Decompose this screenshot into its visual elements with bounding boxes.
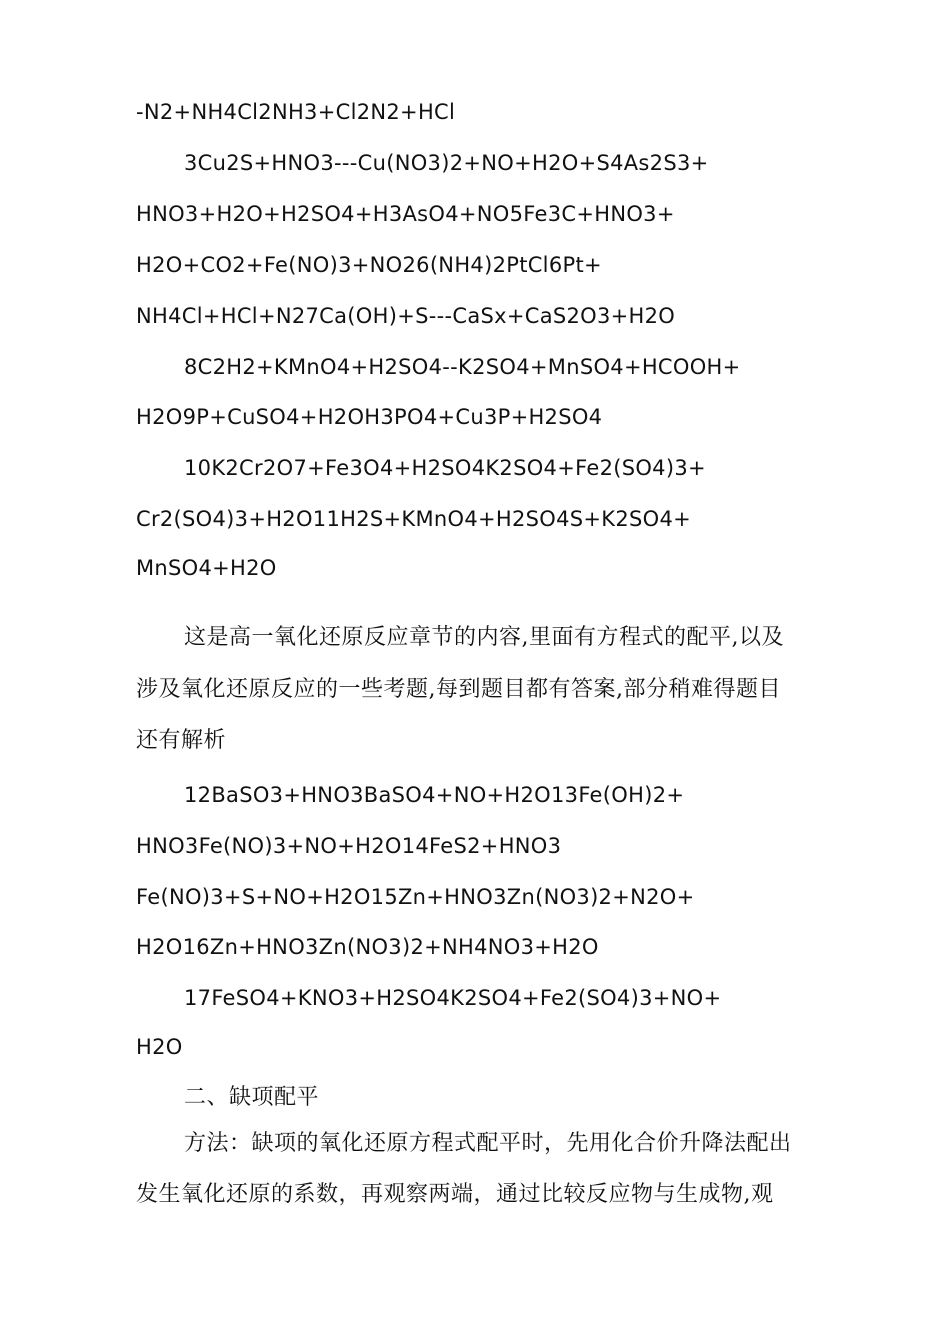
equation-line: Fe(NO)3+S+NO+H2O15Zn+HNO3Zn(NO3)2+N2O+ [136,885,695,909]
equation-line: H2O16Zn+HNO3Zn(NO3)2+NH4NO3+H2O [136,935,599,959]
equation-line: Cr2(SO4)3+H2O11H2S+KMnO4+H2SO4S+K2SO4+ [136,507,692,531]
equation-line: 8C2H2+KMnO4+H2SO4--K2SO4+MnSO4+HCOOH+ [184,355,741,379]
equation-line: 10K2Cr2O7+Fe3O4+H2SO4K2SO4+Fe2(SO4)3+ [184,456,706,480]
equation-line: NH4Cl+HCl+N27Ca(OH)+S---CaSx+CaS2O3+H2O [136,304,676,328]
paragraph-line: 涉及氧化还原反应的一些考题,每到题目都有答案,部分稍难得题目 [136,677,781,702]
equation-line: H2O+CO2+Fe(NO)3+NO26(NH4)2PtCl6Pt+ [136,253,602,277]
paragraph-line: 这是高一氧化还原反应章节的内容,里面有方程式的配平,以及 [184,625,784,650]
equation-line: 17FeSO4+KNO3+H2SO4K2SO4+Fe2(SO4)3+NO+ [184,986,722,1010]
equation-line: MnSO4+H2O [136,556,277,580]
equation-line: -N2+NH4Cl2NH3+Cl2N2+HCl [136,100,456,124]
equation-line: H2O [136,1035,183,1059]
equation-line: 3Cu2S+HNO3---Cu(NO3)2+NO+H2O+S4As2S3+ [184,151,709,175]
section-heading: 二、缺项配平 [184,1085,320,1110]
paragraph-line: 方法：缺项的氧化还原方程式配平时，先用化合价升降法配出 [184,1131,792,1156]
equation-line: H2O9P+CuSO4+H2OH3PO4+Cu3P+H2SO4 [136,405,603,429]
equation-line: 12BaSO3+HNO3BaSO4+NO+H2O13Fe(OH)2+ [184,783,685,807]
equation-line: HNO3Fe(NO)3+NO+H2O14FeS2+HNO3 [136,834,562,858]
paragraph-line: 还有解析 [136,728,227,753]
equation-line: HNO3+H2O+H2SO4+H3AsO4+NO5Fe3C+HNO3+ [136,202,675,226]
paragraph-line: 发生氧化还原的系数，再观察两端，通过比较反应物与生成物,观 [136,1182,774,1207]
